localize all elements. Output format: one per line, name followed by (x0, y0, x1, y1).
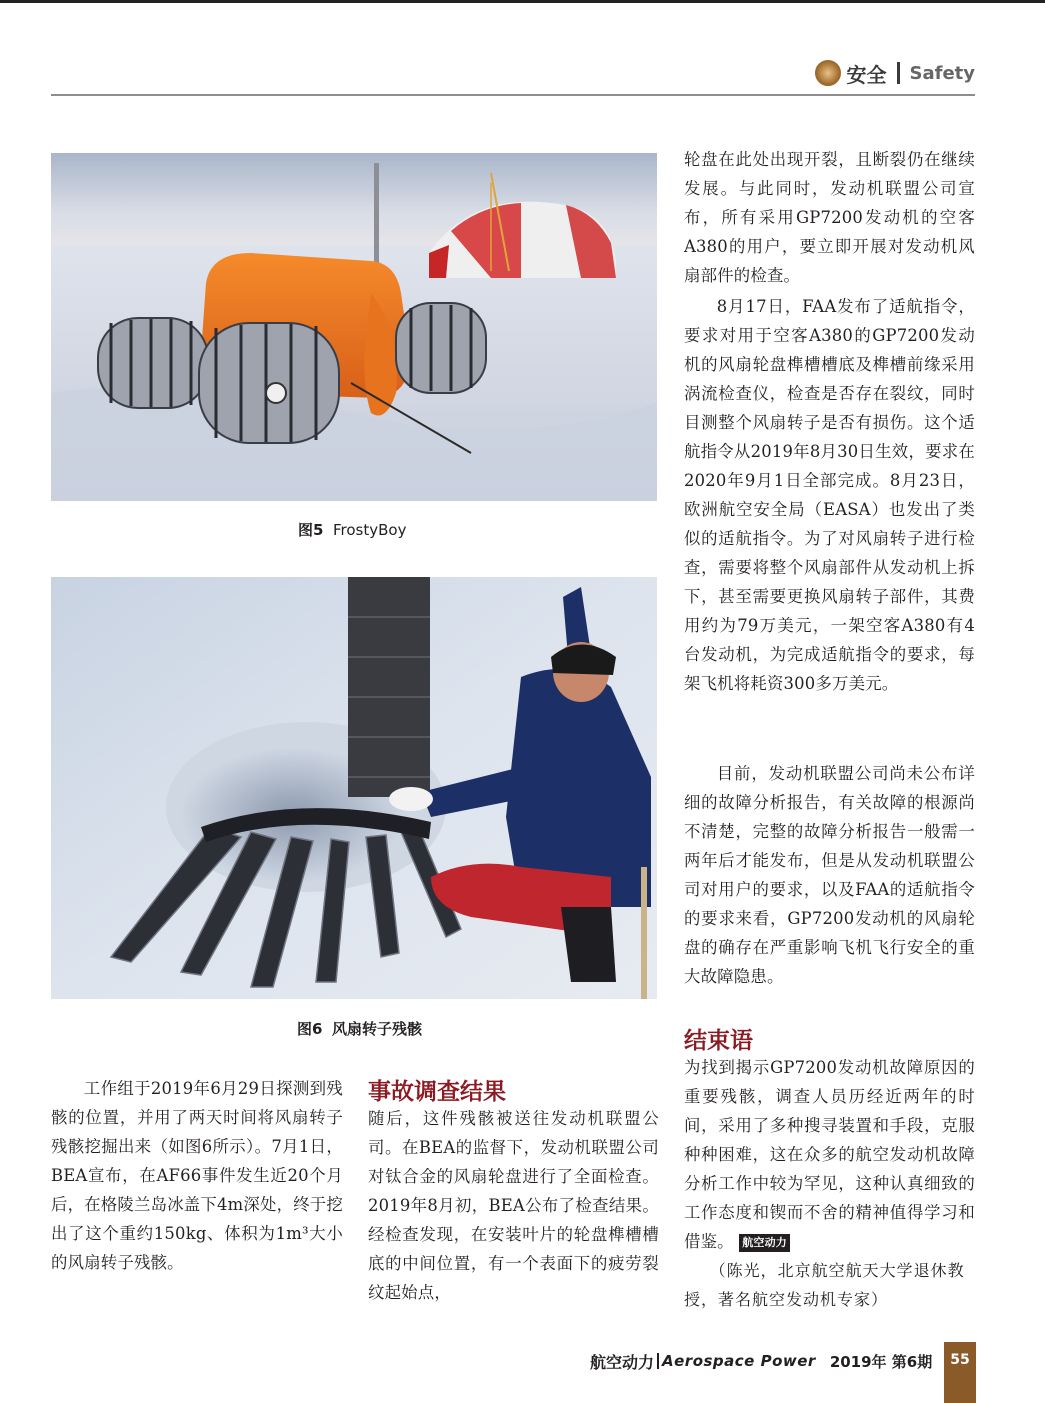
middle-column-paragraph: 随后，这件残骸被送往发动机联盟公司。在BEA的监督下，发动机联盟公司对钛合金的风扇轮盘进行了全面检查。2019年8月初，BEA公布了检查结果。经检查发现，在安装叶片的轮盘榫槽槽底的中间位置，有一个表面下的疲劳裂纹起始点， (368, 1109, 659, 1302)
left-column-paragraph: 工作组于2019年6月29日探测到残骸的位置，并用了两天时间将风扇转子残骸挖掘出来（如图6所示）。7月1日，BEA宣布，在AF66事件发生近20个月后，在格陵兰岛冰盖下4m深处，终于挖出了这个重约150kg、体积为1m³大小的风扇转子残骸。 (51, 1079, 343, 1272)
figure-6-title: 风扇转子残骸 (331, 1020, 422, 1038)
footer-divider (657, 1353, 659, 1369)
header-rule (51, 94, 975, 96)
end-mark-logo: 航空动力 (739, 1234, 790, 1252)
magazine-emblem-icon (815, 60, 841, 86)
figure-6-caption (297, 1018, 422, 1039)
footer-magazine-cn: 航空动力 (590, 1352, 655, 1372)
footer-issue: 2019年 第6期 (829, 1352, 933, 1371)
footer-magazine-en: Aerospace Power (662, 1352, 816, 1370)
figure-5-photo (51, 153, 657, 501)
right-column-paragraph-3: 目前，发动机联盟公司尚未公布详细的故障分析报告，有关故障的根源尚不清楚，完整的故障分析报告一般需一两年后才能发布，但是从发动机联盟公司对用户的要求，以及FAA的适航指令的要求来看，GP7200发动机的风扇轮盘的确存在严重影响飞机飞行安全的重大故障隐患。 (684, 764, 975, 986)
figure-5-label: 图5 (298, 521, 324, 539)
section-divider (897, 62, 900, 84)
section-name-cn: 安全 (846, 62, 887, 87)
page-footer (590, 1346, 932, 1376)
conclusion-text: 为找到揭示GP7200发动机故障原因的重要残骸，调查人员历经近两年的时间，采用了多种搜寻装置和手段，克服种种困难，这在众多的航空发动机故障分析工作中较为罕见，这种认真细致的工作态度和锲而不舍的精神值得学习和借鉴。 (684, 1058, 975, 1251)
section-heading-conclusion: 结束语 (684, 1028, 753, 1054)
author-note: （陈光，北京航空航天大学退休教授，著名航空发动机专家） (684, 1261, 965, 1309)
section-heading-investigation: 事故调查结果 (368, 1079, 506, 1105)
figure-5-caption (298, 519, 406, 540)
right-column-paragraph-4 (684, 1053, 975, 1256)
section-tag (815, 58, 976, 88)
figure-5-title: FrostyBoy (332, 521, 407, 539)
figure-6-label: 图6 (297, 1020, 323, 1038)
right-column-paragraph-2: 8月17日，FAA发布了适航指令，要求对用于空客A380的GP7200发动机的风扇轮盘榫槽槽底及榫槽前缘采用涡流检查仪，检查是否存在裂纹，同时目测整个风扇转子是否有损伤。这个适航指令从2019年8月30日生效，要求在2020年9月1日全部完成。8月23日，欧洲航空安全局（EASA）也发出了类似的适航指令。为了对风扇转子进行检查，需要将整个风扇部件从发动机上拆下，甚至需要更换风扇转子部件，其费用约为79万美元，一架空客A380有4台发动机，为完成适航指令的要求，每架飞机将耗资300多万美元。 (684, 297, 975, 693)
figure-6-photo (51, 577, 657, 999)
page-number: 55 (944, 1342, 976, 1403)
right-column-paragraph-1: 轮盘在此处出现开裂，且断裂仍在继续发展。与此同时，发动机联盟公司宣布，所有采用GP7200发动机的空客A380的用户，要立即开展对发动机风扇部件的检查。 (684, 150, 975, 285)
page-header (0, 0, 1045, 100)
section-name-en: Safety (909, 62, 975, 84)
top-border-line (0, 0, 1045, 3)
